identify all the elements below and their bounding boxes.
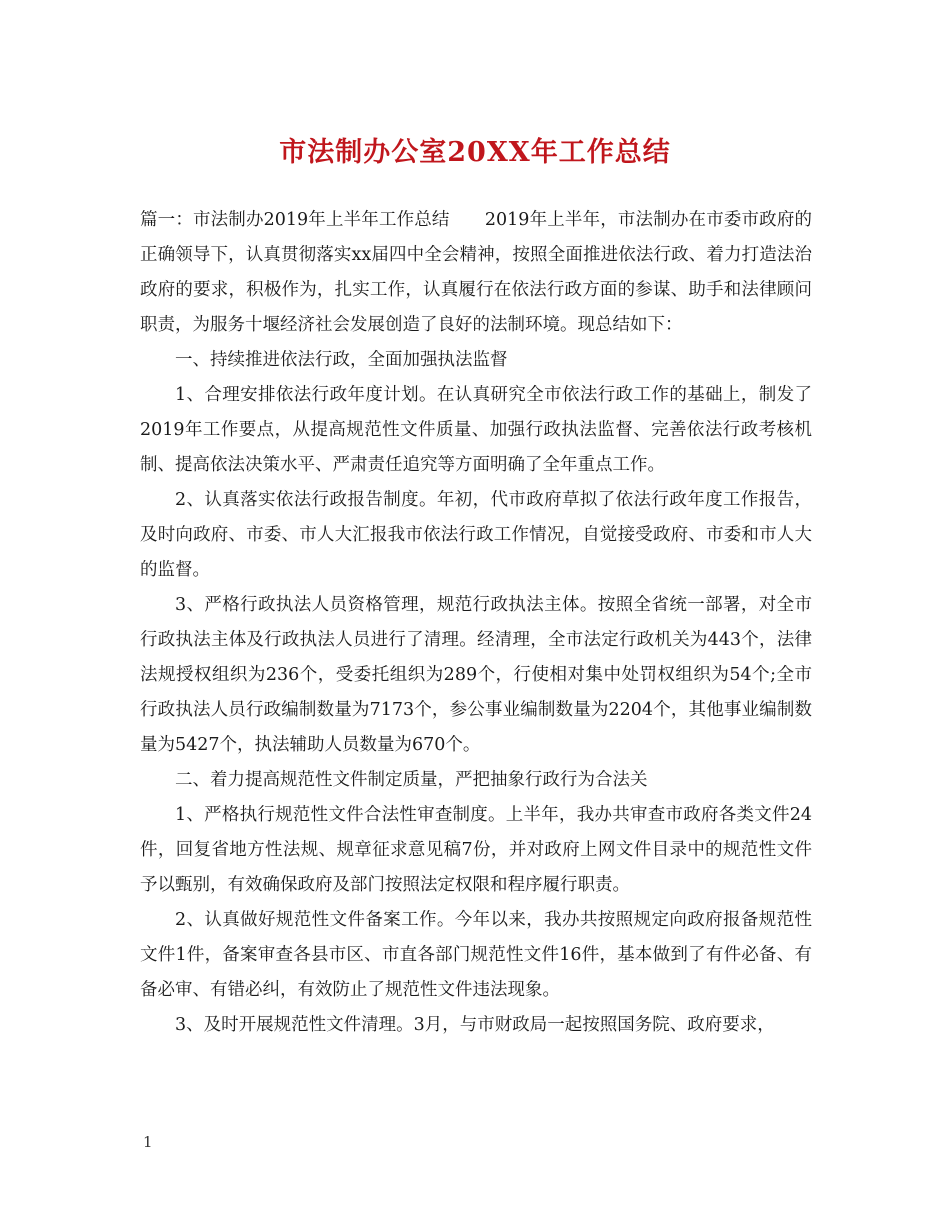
section-heading-2: 二、着力提高规范性文件制定质量，严把抽象行政行为合法关 <box>175 770 648 790</box>
document-body <box>140 203 812 1043</box>
paragraph-1-3: 3、严格行政执法人员资格管理，规范行政执法主体。按照全省统一部署，对全市行政执法主体及行政执法人员进行了清理。经清理，全市法定行政机关为443个，法律法规授权组织为236个，受委托组织为289个，行使相对集中处罚权组织为54个;全市行政执法人员行政编制数量为7173个，参公事业编制数量为2204个，其他事业编制数量为5427个，执法辅助人员数量为670个。 <box>140 595 812 755</box>
paragraph-1-1: 1、合理安排依法行政年度计划。在认真研究全市依法行政工作的基础上，制发了2019年工作要点，从提高规范性文件质量、加强行政执法监督、完善依法行政考核机制、提高依法决策水平、严肃责任追究等方面明确了全年重点工作。 <box>140 385 812 475</box>
paragraph-2-2: 2、认真做好规范性文件备案工作。今年以来，我办共按照规定向政府报备规范性文件1件，备案审查各县市区、市直各部门规范性文件16件，基本做到了有件必备、有备必审、有错必纠，有效防止了规范性文件违法现象。 <box>140 910 812 1000</box>
paragraph-1-2: 2、认真落实依法行政报告制度。年初，代市政府草拟了依法行政年度工作报告，及时向政府、市委、市人大汇报我市依法行政工作情况，自觉接受政府、市委和市人大的监督。 <box>140 490 812 580</box>
paragraph-intro: 篇一：市法制办2019年上半年工作总结 2019年上半年，市法制办在市委市政府的正确领导下，认真贯彻落实xx届四中全会精神，按照全面推进依法行政、着力打造法治政府的要求，积极作为，扎实工作，认真履行在依法行政方面的参谋、助手和法律顾问职责，为服务十堰经济社会发展创造了良好的法制环境。现总结如下： <box>140 210 812 335</box>
paragraph-2-3: 3、及时开展规范性文件清理。3月，与市财政局一起按照国务院、政府要求， <box>175 1015 775 1035</box>
page-number: 1 <box>143 1133 153 1151</box>
paragraph-2-1: 1、严格执行规范性文件合法性审查制度。上半年，我办共审查市政府各类文件24件，回复省地方性法规、规章征求意见稿7份，并对政府上网文件目录中的规范性文件予以甄别，有效确保政府及部门按照法定权限和程序履行职责。 <box>140 805 812 895</box>
section-heading-1: 一、持续推进依法行政，全面加强执法监督 <box>175 350 508 370</box>
document-title: 市法制办公室20XX年工作总结 <box>279 137 671 168</box>
